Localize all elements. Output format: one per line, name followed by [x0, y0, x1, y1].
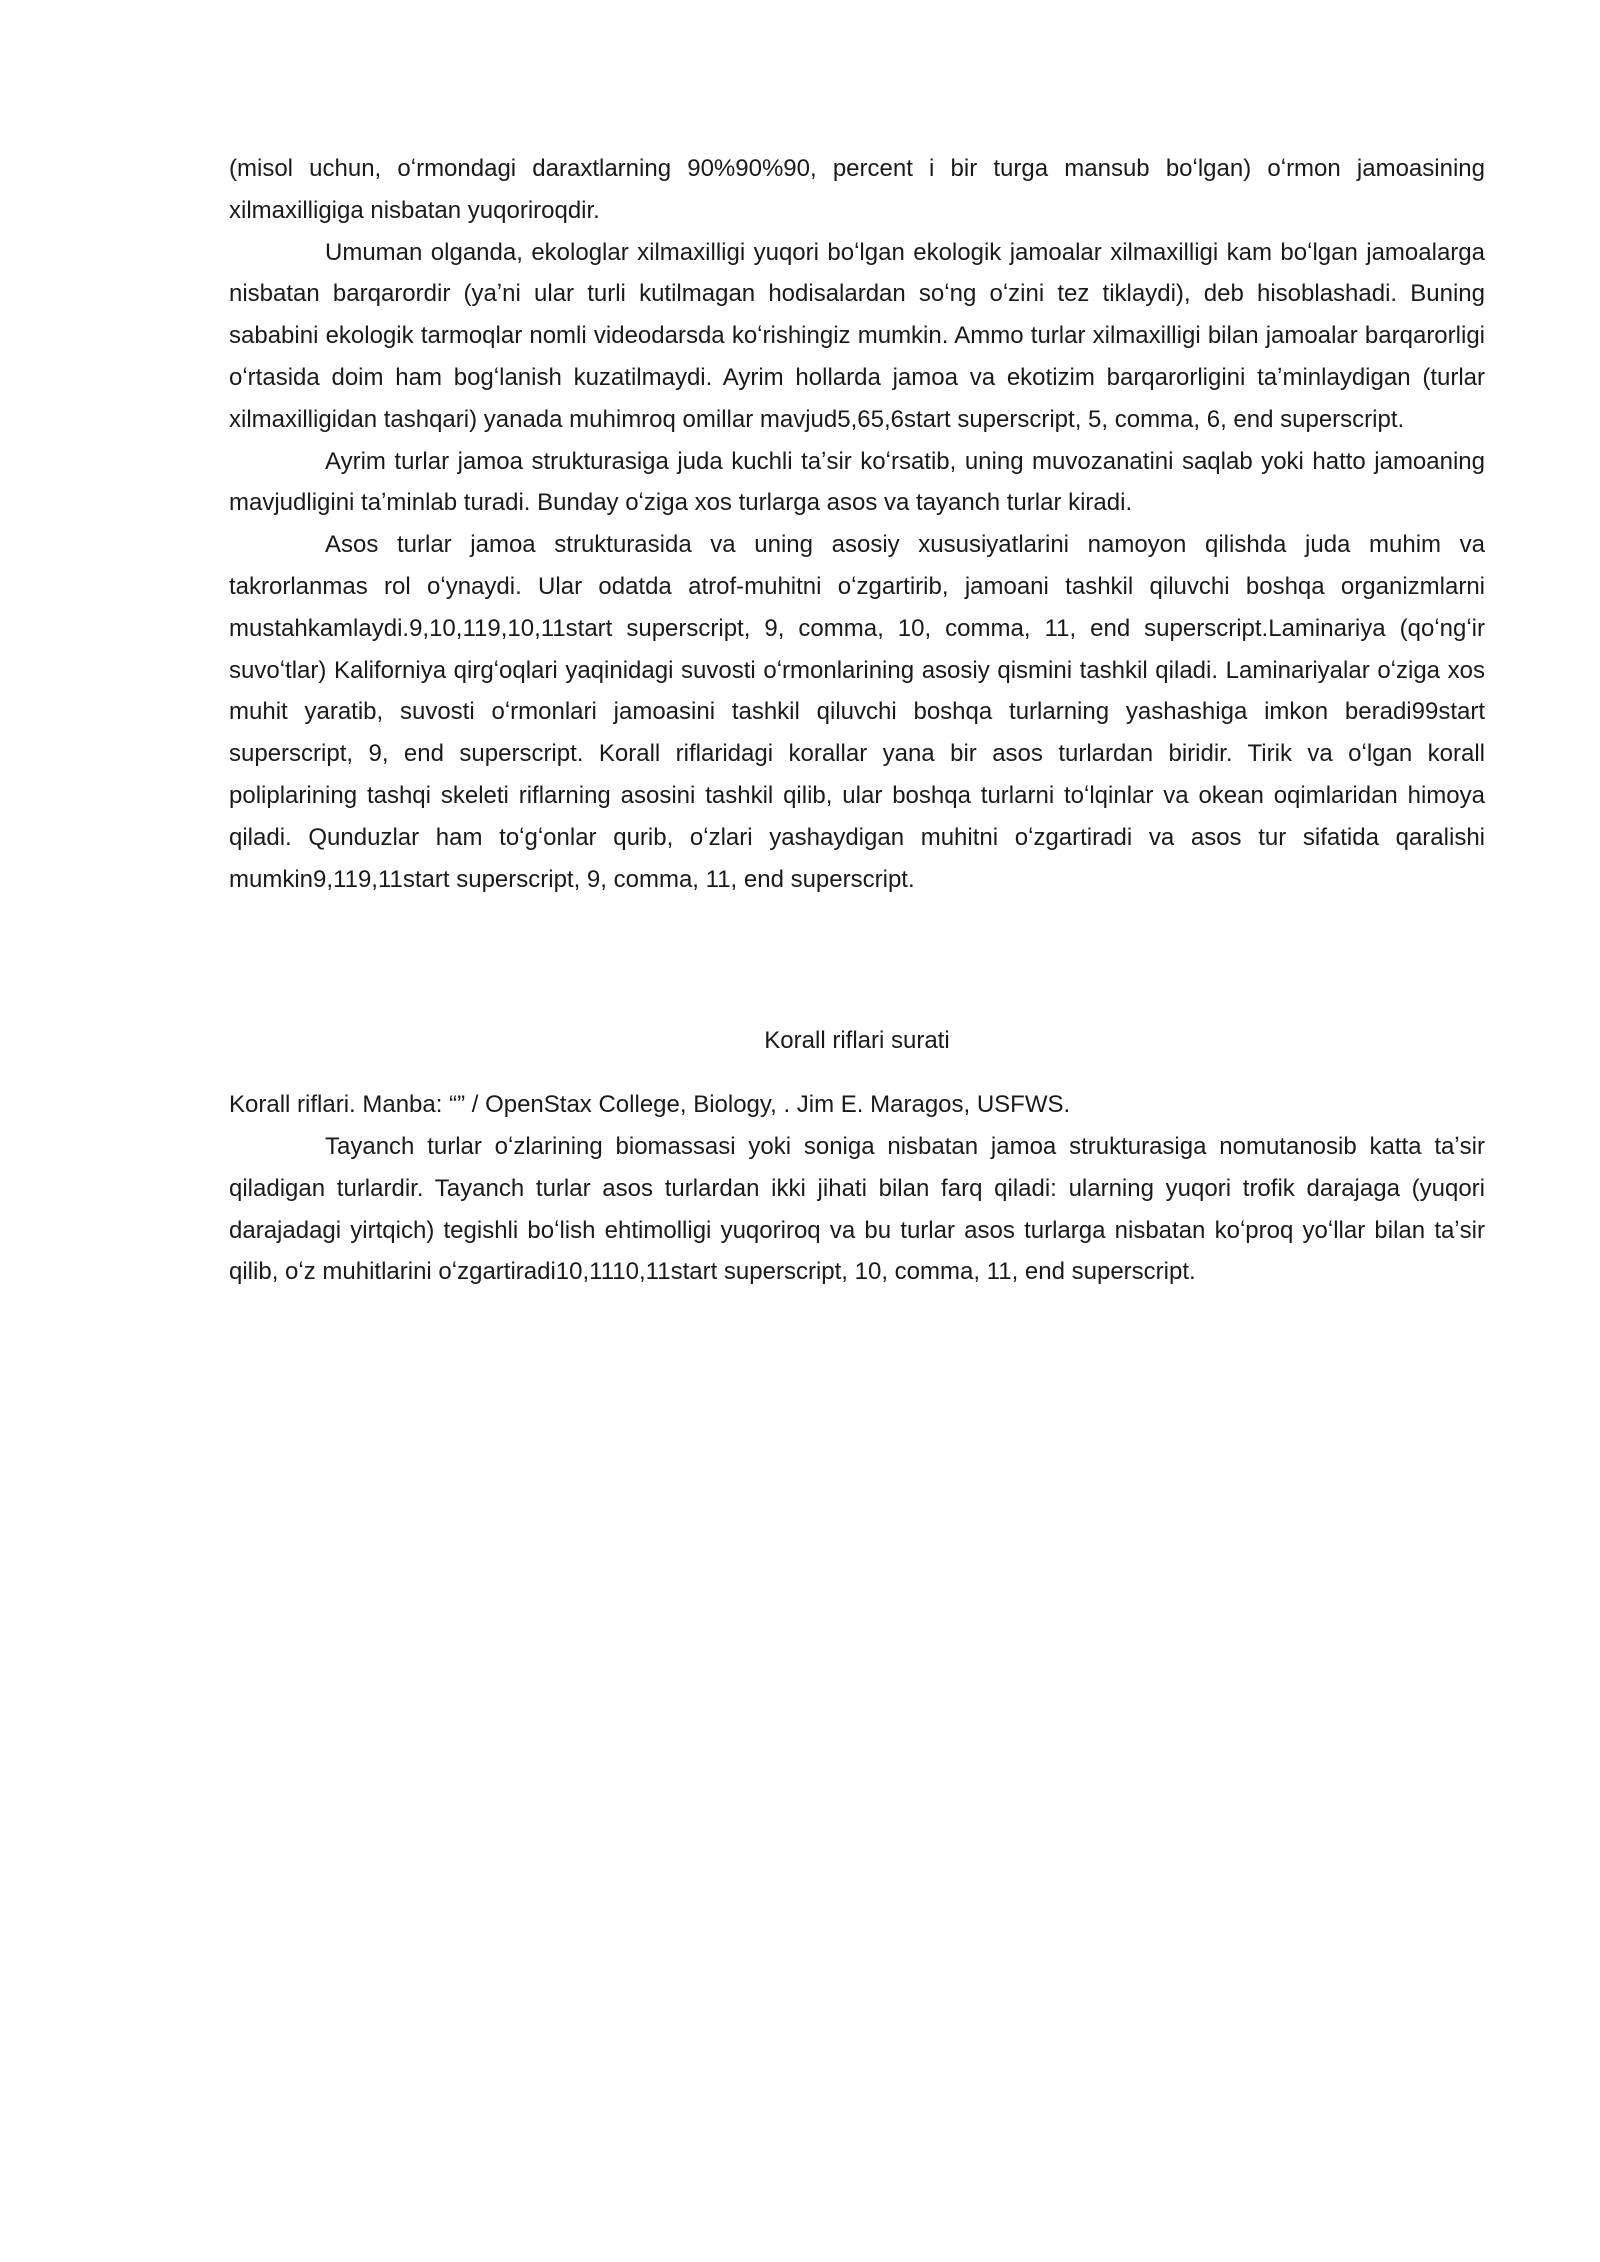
- paragraph-keystone-species: Tayanch turlar oʻzlarining biomassasi yoki soniga nisbatan jamoa strukturasiga nomutanosib katta taʼsir qiladigan turlardir. Tayanch turlar asos turlardan ikki jihati bilan farq qiladi: ularning yuqori trofik darajaga (yuqori darajadagi yirtqich) tegishli boʻlish ehtimolligi yuqoriroq va bu turlar asos turlarga nisbatan koʻproq yoʻllar bilan taʼsir qilib, oʻz muhitlarini oʻzgartiradi10,1110,11start superscript, 10, comma, 11, end superscript.: [229, 1132, 1485, 1286]
- paragraph-special-species: Ayrim turlar jamoa strukturasiga juda kuchli taʼsir koʻrsatib, uning muvozanatini saqlab yoki hatto jamoaning mavjudligini taʼminlab turadi. Bunday oʻziga xos turlarga asos va tayanch turlar kiradi.: [229, 447, 1485, 517]
- figure-placeholder: [229, 900, 1485, 1020]
- document-body: [229, 148, 1485, 1293]
- figure-title: Korall riflari surati: [764, 1027, 950, 1055]
- paragraph-foundation-species: Asos turlar jamoa strukturasida va uning asosiy xususiyatlarini namoyon qilishda juda muhim va takrorlanmas rol oʻynaydi. Ular odatda atrof-muhitni oʻzgartirib, jamoani tashkil qiluvchi boshqa organizmlarni mustahkamlaydi.9,10,119,10,11start superscript, 9, comma, 10, comma, 11, end superscript.Laminariya (qoʻngʻir suvoʻtlar) Kaliforniya qirgʻoqlari yaqinidagi suvosti oʻrmonlarining asosiy qismini tashkil qiladi. Laminariyalar oʻziga xos muhit yaratib, suvosti oʻrmonlari jamoasini tashkil qiluvchi boshqa turlarning yashashiga imkon beradi99start superscript, 9, end superscript. Korall riflaridagi korallar yana bir asos turlardan biridir. Tirik va oʻlgan korall poliplarining tashqi skeleti riflarning asosini tashkil qilib, ular boshqa turlarni toʻlqinlar va okean oqimlaridan himoya qiladi. Qunduzlar ham toʻgʻonlar qurib, oʻzlari yashaydigan muhitni oʻzgartiradi va asos tur sifatida qaralishi mumkin9,119,11start superscript, 9, comma, 11, end superscript.: [229, 531, 1485, 893]
- paragraph-stability: Umuman olganda, ekologlar xilmaxilligi yuqori boʻlgan ekologik jamoalar xilmaxilligi kam boʻlgan jamoalarga nisbatan barqarordir (yaʼni ular turli kutilmagan hodisalardan soʻng oʻzini tez tiklaydi), deb hisoblashadi. Buning sababini ekologik tarmoqlar nomli videodarsda koʻrishingiz mumkin. Ammo turlar xilmaxilligi bilan jamoalar barqarorligi oʻrtasida doim ham bogʻlanish kuzatilmaydi. Ayrim hollarda jamoa va ekotizim barqarorligini taʼminlaydigan (turlar xilmaxilligidan tashqari) yanada muhimroq omillar mavjud5,65,6start superscript, 5, comma, 6, end superscript.: [229, 238, 1485, 433]
- paragraph-continuation: (misol uchun, oʻrmondagi daraxtlarning 90%90%90, percent i bir turga mansub boʻlgan) oʻrmon jamoasining xilmaxilligiga nisbatan yuqoriroqdir.: [229, 155, 1485, 224]
- figure-source: Korall riflari. Manba: “” / OpenStax College, Biology, . Jim E. Maragos, USFWS.: [229, 1091, 1071, 1119]
